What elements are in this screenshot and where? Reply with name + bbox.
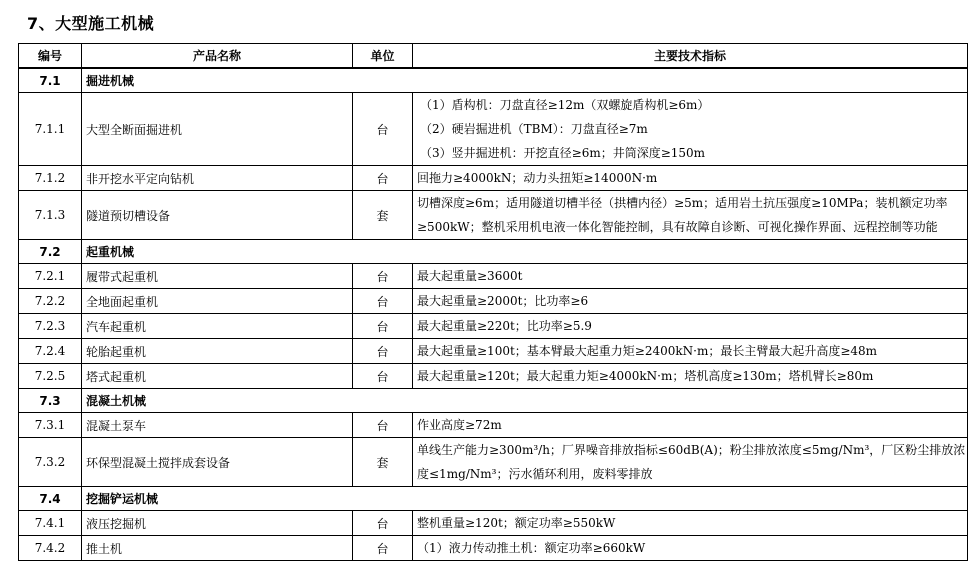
item-spec [413, 511, 968, 536]
item-name: 全地面起重机 [82, 289, 353, 314]
item-name: 履带式起重机 [82, 264, 353, 289]
table-body [19, 68, 968, 561]
section-row [19, 487, 968, 511]
spec-line: （1）液力传动推土机：额定功率≥660kW [417, 541, 646, 555]
item-code: 7.2.3 [19, 314, 82, 339]
spec-line: 单线生产能力≥300m³/h；厂界噪音排放指标≤60dB(A)；粉尘排放浓度≤5mg/Nm³，厂区粉尘排放浓 [417, 443, 966, 457]
spec-line: ≥500kW；整机采用机电液一体化智能控制，具有故障自诊断、可视化操作界面、远程控制等功能 [417, 220, 938, 234]
item-unit: 台 [353, 364, 413, 389]
item-name: 轮胎起重机 [82, 339, 353, 364]
item-name: 大型全断面掘进机 [82, 93, 353, 166]
item-unit: 台 [353, 264, 413, 289]
item-unit: 台 [353, 166, 413, 191]
item-spec [413, 93, 968, 166]
item-code: 7.2.5 [19, 364, 82, 389]
item-name: 液压挖掘机 [82, 511, 353, 536]
header-code: 编号 [19, 44, 82, 69]
item-code: 7.1.2 [19, 166, 82, 191]
table-row [19, 413, 968, 438]
section-row [19, 68, 968, 93]
item-unit: 台 [353, 314, 413, 339]
table-row [19, 339, 968, 364]
table-row [19, 289, 968, 314]
item-code: 7.4.2 [19, 536, 82, 561]
spec-line: 回拖力≥4000kN；动力头扭矩≥14000N·m [417, 171, 658, 185]
spec-line: 最大起重量≥3600t [417, 269, 523, 283]
item-unit: 台 [353, 289, 413, 314]
item-name: 非开挖水平定向钻机 [82, 166, 353, 191]
section-code: 7.1 [19, 68, 82, 93]
item-unit: 台 [353, 413, 413, 438]
table-row [19, 264, 968, 289]
item-spec [413, 536, 968, 561]
item-code: 7.4.1 [19, 511, 82, 536]
item-code: 7.2.4 [19, 339, 82, 364]
table-row [19, 166, 968, 191]
table-row [19, 536, 968, 561]
item-name: 混凝土泵车 [82, 413, 353, 438]
item-name: 塔式起重机 [82, 364, 353, 389]
item-code: 7.2.1 [19, 264, 82, 289]
section-code: 7.2 [19, 240, 82, 264]
item-name: 推土机 [82, 536, 353, 561]
section-name: 混凝土机械 [82, 389, 968, 413]
spec-line: 最大起重量≥220t；比功率≥5.9 [417, 319, 592, 333]
item-unit: 套 [353, 191, 413, 240]
spec-line: 度≤1mg/Nm³；污水循环利用，废料零排放 [417, 467, 653, 481]
item-spec [413, 413, 968, 438]
equipment-spec-table [18, 43, 968, 561]
table-row [19, 364, 968, 389]
item-code: 7.3.1 [19, 413, 82, 438]
spec-line: 最大起重量≥100t；基本臂最大起重力矩≥2400kN·m；最长主臂最大起升高度≥48m [417, 344, 878, 358]
section-name: 起重机械 [82, 240, 968, 264]
table-row [19, 191, 968, 240]
item-name: 汽车起重机 [82, 314, 353, 339]
section-code: 7.3 [19, 389, 82, 413]
item-code: 7.3.2 [19, 438, 82, 487]
item-spec [413, 264, 968, 289]
table-row [19, 93, 968, 166]
spec-line: 作业高度≥72m [417, 418, 502, 432]
spec-line: 切槽深度≥6m；适用隧道切槽半径（拱槽内径）≥5m；适用岩土抗压强度≥10MPa；装机额定功率 [417, 196, 948, 210]
section-name: 挖掘铲运机械 [82, 487, 968, 511]
item-code: 7.1.1 [19, 93, 82, 166]
spec-line: 整机重量≥120t；额定功率≥550kW [417, 516, 616, 530]
section-row [19, 240, 968, 264]
item-spec [413, 438, 968, 487]
item-unit: 台 [353, 339, 413, 364]
section-row [19, 389, 968, 413]
spec-line: （1）盾构机：刀盘直径≥12m（双螺旋盾构机≥6m） [420, 98, 710, 112]
page-title: 7、大型施工机械 [27, 14, 155, 33]
item-spec [413, 166, 968, 191]
item-spec [413, 191, 968, 240]
header-spec: 主要技术指标 [413, 44, 968, 69]
table-row [19, 438, 968, 487]
section-name: 掘进机械 [82, 68, 968, 93]
item-name: 环保型混凝土搅拌成套设备 [82, 438, 353, 487]
item-unit: 台 [353, 93, 413, 166]
table-row [19, 511, 968, 536]
item-spec [413, 364, 968, 389]
item-unit: 台 [353, 511, 413, 536]
item-code: 7.2.2 [19, 289, 82, 314]
item-spec [413, 289, 968, 314]
item-code: 7.1.3 [19, 191, 82, 240]
item-unit: 台 [353, 536, 413, 561]
spec-line: （2）硬岩掘进机（TBM）：刀盘直径≥7m [420, 122, 648, 136]
item-name: 隧道预切槽设备 [82, 191, 353, 240]
item-spec [413, 314, 968, 339]
spec-line: （3）竖井掘进机：开挖直径≥6m；井筒深度≥150m [420, 146, 706, 160]
spec-line: 最大起重量≥2000t；比功率≥6 [417, 294, 589, 308]
header-name: 产品名称 [82, 44, 353, 69]
section-code: 7.4 [19, 487, 82, 511]
header-unit: 单位 [353, 44, 413, 69]
item-unit: 套 [353, 438, 413, 487]
table-row [19, 314, 968, 339]
spec-line: 最大起重量≥120t；最大起重力矩≥4000kN·m；塔机高度≥130m；塔机臂长≥80m [417, 369, 874, 383]
table-header-row [19, 44, 968, 69]
item-spec [413, 339, 968, 364]
